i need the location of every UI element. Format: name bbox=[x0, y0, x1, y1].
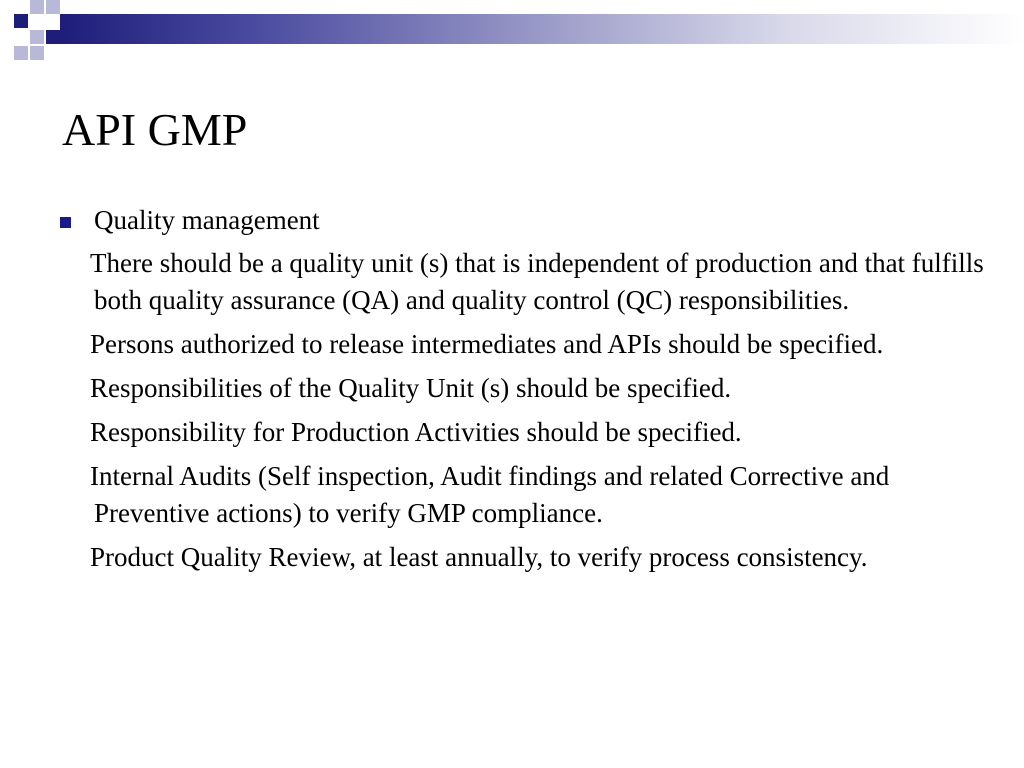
body-paragraph: Internal Audits (Self inspection, Audit findings and related Corrective and Preventive actions) to verify GMP compliance. bbox=[90, 461, 890, 528]
body-paragraph: Product Quality Review, at least annually, to verify process consistency. bbox=[90, 542, 868, 572]
decor-square-light bbox=[46, 0, 60, 14]
body-paragraph: Persons authorized to release intermediates and APIs should be specified. bbox=[90, 329, 884, 359]
body-paragraph: Responsibility for Production Activities should be specified. bbox=[90, 417, 742, 447]
body-paragraph: Responsibilities of the Quality Unit (s) should be specified. bbox=[90, 373, 732, 403]
decor-square-light bbox=[30, 0, 44, 14]
header-gradient-bar bbox=[60, 14, 1024, 44]
body-paragraph: There should be a quality unit (s) that is independent of production and that fulfills both quality assurance (QA) and quality control (QC) responsibilities. bbox=[90, 248, 984, 315]
decor-square-light bbox=[30, 46, 44, 60]
decor-square-light bbox=[30, 30, 44, 44]
slide-body bbox=[54, 202, 994, 583]
square-bullet-icon bbox=[60, 217, 71, 228]
bullet-text: Quality management bbox=[94, 205, 320, 235]
slide-title: API GMP bbox=[62, 104, 248, 155]
decor-square-light bbox=[14, 46, 28, 60]
bullet-item bbox=[54, 202, 994, 239]
decor-square-dark bbox=[46, 30, 60, 44]
decor-square-dark bbox=[14, 14, 28, 28]
